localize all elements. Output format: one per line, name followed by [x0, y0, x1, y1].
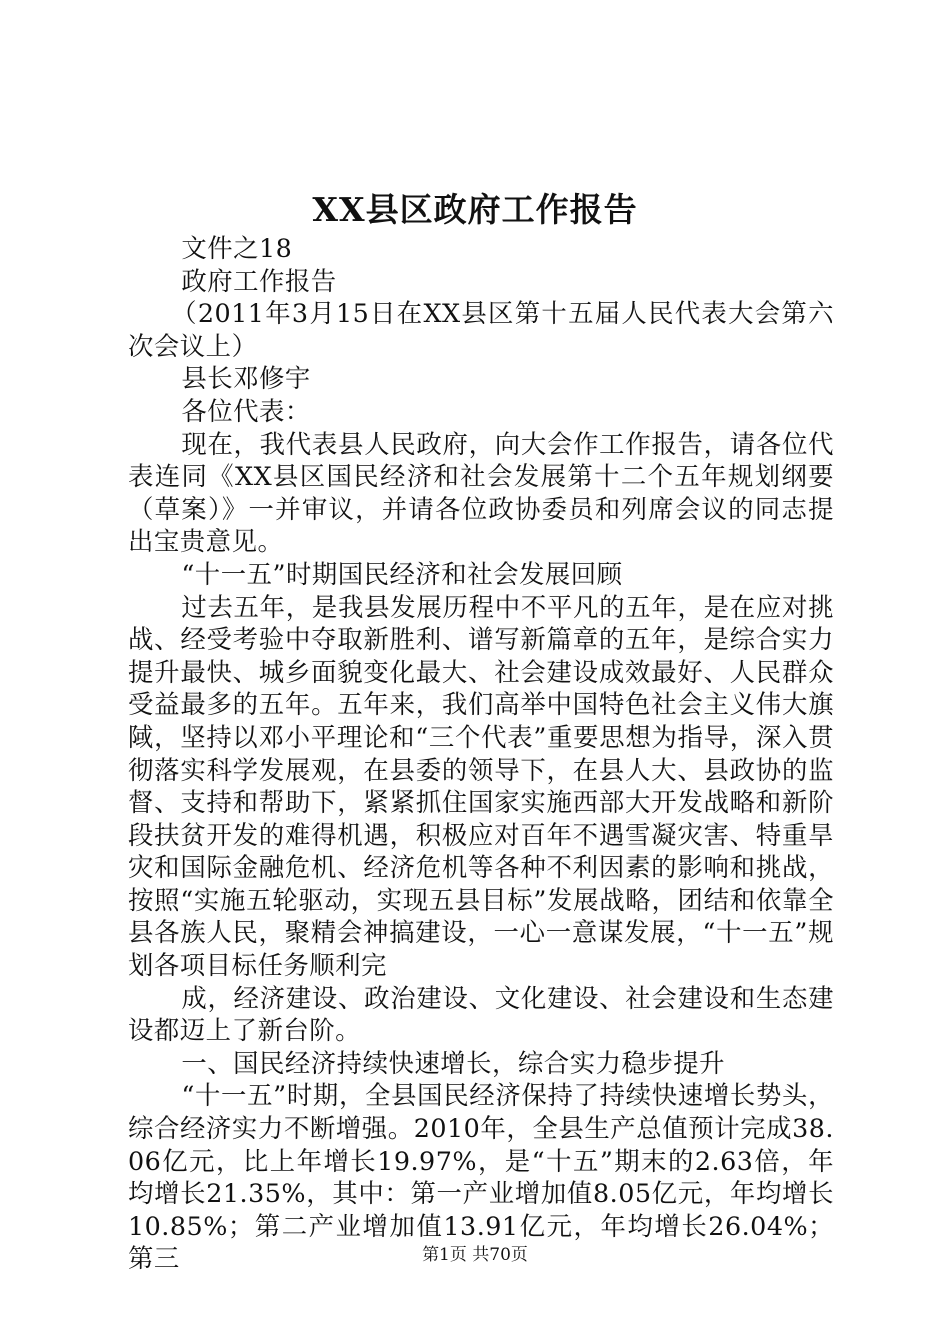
- economy-paragraph: “十一五”时期，全县国民经济保持了持续快速增长势头，综合经济实力不断增强。2010年，全县生产总值预计完成38.06亿元，比上年增长19.97%，是“十五”期末的2.63倍，年均增长21.35%，其中：第一产业增加值8.05亿元，年均增长10.85%；第二产业增加值13.91亿元，年均增长26.04%；第三: [128, 1080, 834, 1274]
- section-heading-economy: 一、国民经济持续快速增长，综合实力稳步提升: [181, 1047, 726, 1078]
- review-paragraph: 过去五年，是我县发展历程中不平凡的五年，是在应对挑战、经受考验中夺取新胜利、谱写新篇章的五年，是综合实力提升最快、城乡面貌变化最大、社会建设成效最好、人民群众受益最多的五年。五年来，我们高举中国特色社会主义伟大旗䧕，坚持以邓小平理论和“三个代表”重要思想为指导，深入贯彻落实科学发展观，在县委的领导下，在县人大、县政协的监督、支持和帮助下，紧紧抓住国家实施西部大开发战略和新阶段扶贫开发的难得机遇，积极应对百年不遇雪凝灾害、特重旱灾和国际金融危机、经济危机等各种不利因素的影响和挑战，按照“实施五轮驱动，实现五县目标”发展战略，团结和依靠全县各族人民，聚精会神搞建设，一心一意谋发展，“十一五”规划各项目标任务顺利完: [128, 591, 834, 981]
- intro-paragraph: 现在，我代表县人民政府，向大会作工作报告，请各位代表连同《XX县区国民经济和社会发展第十二个五年规划纲要（草案）》一并审议，并请各位政协委员和列席会议的同志提出宝贵意见。: [128, 428, 834, 557]
- document-title: XX县区政府工作报告: [312, 190, 638, 229]
- speaker-line: 县长邓修宇: [181, 363, 311, 394]
- meeting-note: （2011年3月15日在XX县区第十五届人民代表大会第六次会议上）: [128, 298, 834, 361]
- salutation: 各位代表：: [181, 395, 311, 426]
- report-subtitle: 政府工作报告: [181, 265, 337, 296]
- review-paragraph-continued: 成，经济建设、政治建设、文化建设、社会建设和生态建设都迈上了新台阶。: [128, 982, 834, 1046]
- document-body: [128, 232, 834, 1275]
- page-number-footer: 第1页 共70页: [422, 1245, 528, 1265]
- section-heading-review: “十一五”时期国民经济和社会发展回顾: [181, 558, 623, 589]
- file-number-line: 文件之18: [181, 233, 293, 263]
